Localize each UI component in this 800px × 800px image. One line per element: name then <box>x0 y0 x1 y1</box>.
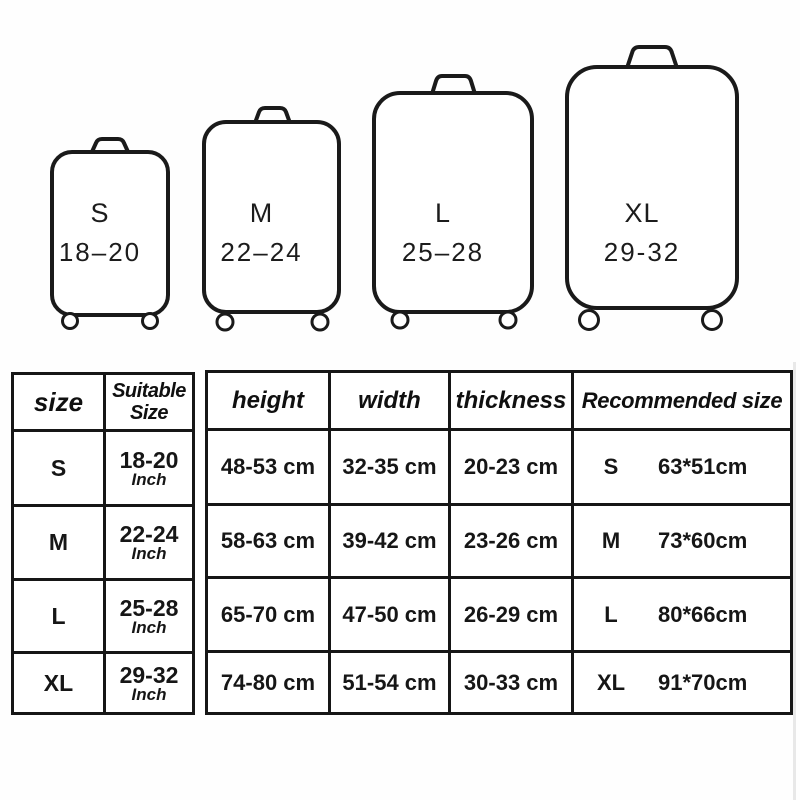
suitcase-xl-label <box>557 197 727 274</box>
suitcase-xl-outline-icon <box>563 43 741 333</box>
inch-range: 18-20 <box>119 446 179 473</box>
height-column-header: height <box>207 372 330 430</box>
inch-unit: Inch <box>131 469 167 489</box>
recommended-size-cell <box>573 652 792 714</box>
recommended-size-cell <box>573 505 792 578</box>
recommended-size-dimensions: 63*51cm <box>658 454 748 479</box>
suitcase-l-label <box>364 197 522 274</box>
thickness-column-header: thickness <box>450 372 573 430</box>
suitcase-xl-size-range: 29-32 <box>603 237 681 267</box>
recommended-size-cell <box>573 578 792 652</box>
thickness-cell: 20-23 cm <box>450 430 573 505</box>
size-cell: M <box>13 506 105 580</box>
size-column-header: size <box>13 374 105 431</box>
table-row <box>207 505 792 578</box>
suitcase-l-size-range: 25–28 <box>401 237 485 267</box>
table-row <box>13 431 194 506</box>
size-table-header-row <box>13 374 194 431</box>
dimension-table-header-row <box>207 372 792 430</box>
size-cell: S <box>13 431 105 506</box>
recommended-size-letter: XL <box>596 669 626 695</box>
table-row <box>13 653 194 714</box>
width-column-header: width <box>330 372 450 430</box>
scan-artifact-line <box>793 362 796 800</box>
recommended-size-letter: S <box>603 454 619 479</box>
size-cell: XL <box>13 653 105 714</box>
table-row <box>13 506 194 580</box>
suitcase-s-label <box>42 197 158 274</box>
dimension-table <box>205 370 793 715</box>
suitcase-s-size-range: 18–20 <box>58 237 142 267</box>
height-cell: 48-53 cm <box>207 430 330 505</box>
inch-range: 29-32 <box>119 661 179 688</box>
size-table <box>11 372 195 715</box>
table-row <box>207 578 792 652</box>
recommended-size-dimensions: 73*60cm <box>658 528 748 553</box>
suitable-size-cell <box>105 506 194 580</box>
inch-unit: Inch <box>131 544 167 564</box>
thickness-cell: 30-33 cm <box>450 652 573 714</box>
suitcase-xl-size-letter: XL <box>624 198 660 228</box>
inch-unit: Inch <box>131 684 167 704</box>
suitcase-m-label <box>194 197 329 274</box>
suitcase-m-size-letter: M <box>249 198 274 228</box>
suitable-size-cell <box>105 431 194 506</box>
table-row <box>207 430 792 505</box>
recommended-size-letter: M <box>601 528 621 553</box>
width-cell: 32-35 cm <box>330 430 450 505</box>
suitcase-m-size-range: 22–24 <box>220 237 303 267</box>
suitable-size-column-header: Suitable Size <box>105 374 194 431</box>
width-cell: 47-50 cm <box>330 578 450 652</box>
recommended-size-column-header: Recommended size <box>573 372 792 430</box>
recommended-size-dimensions: 91*70cm <box>658 669 748 695</box>
size-cell: L <box>13 580 105 653</box>
inch-range: 25-28 <box>119 594 179 621</box>
table-row <box>13 580 194 653</box>
inch-unit: Inch <box>131 617 167 637</box>
recommended-size-dimensions: 80*66cm <box>658 601 748 627</box>
thickness-cell: 26-29 cm <box>450 578 573 652</box>
width-cell: 51-54 cm <box>330 652 450 714</box>
table-row <box>207 652 792 714</box>
width-cell: 39-42 cm <box>330 505 450 578</box>
height-cell: 74-80 cm <box>207 652 330 714</box>
height-cell: 65-70 cm <box>207 578 330 652</box>
suitcase-l-size-letter: L <box>434 198 452 228</box>
inch-range: 22-24 <box>119 521 179 548</box>
suitable-size-cell <box>105 580 194 653</box>
recommended-size-letter: L <box>604 601 618 627</box>
height-cell: 58-63 cm <box>207 505 330 578</box>
recommended-size-cell <box>573 430 792 505</box>
suitable-size-cell <box>105 653 194 714</box>
suitcase-s-size-letter: S <box>90 198 110 228</box>
thickness-cell: 23-26 cm <box>450 505 573 578</box>
